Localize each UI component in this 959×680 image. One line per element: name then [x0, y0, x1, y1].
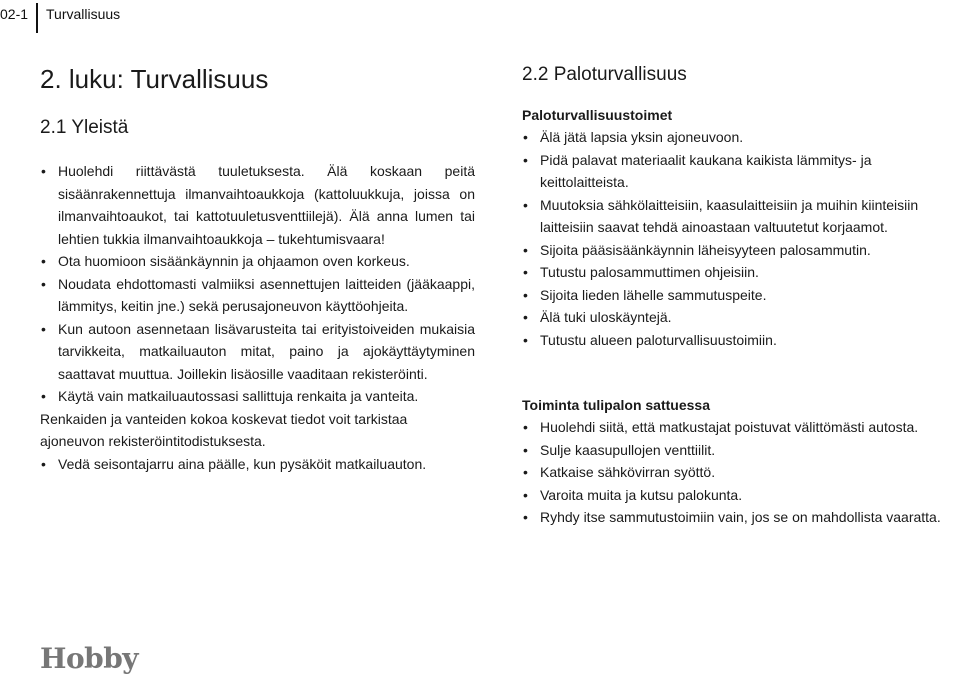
bullet-icon: •: [41, 455, 46, 472]
bullet-icon: •: [523, 509, 528, 525]
list-item: • Noudata ehdottomasti valmiiksi asennettujen laitteiden (jääkaappi, lämmitys, keitin jne.) sekä perusajoneuvon käyttöohjeita.: [40, 273, 475, 318]
right-column: [522, 62, 959, 529]
bullet-icon: •: [523, 241, 528, 258]
list-item: • Muutoksia sähkölaitteisiin, kaasulaitteisiin ja muihin kiinteisiin laitteisiin saavat tehdä ainoastaan valtuutetut korjaamot.: [522, 194, 959, 239]
fire-measures-heading: Paloturvallisuustoimet: [522, 107, 673, 123]
list-item: • Sulje kaasupullojen venttiilit.: [522, 439, 959, 462]
tire-info-paragraph: Renkaiden ja vanteiden kokoa koskevat tiedot voit tarkistaa ajoneuvon rekisteröintitodistuksesta.: [40, 410, 408, 449]
page-number: 02-1: [0, 6, 29, 22]
bullet-icon: •: [41, 388, 46, 404]
list-item: • Tutustu alueen paloturvallisuustoimiin.: [522, 329, 959, 352]
bullet-icon: •: [523, 309, 528, 325]
list-item: • Kun autoon asennetaan lisävarusteita tai erityistoiveiden mukaisia tarvikkeita, matkailuauton mitat, paino ja ajokäyttäytyminen saattavat muuttua. Joillekin lisäosille vaaditaan rekisteröinti.: [40, 318, 475, 386]
bullet-icon: •: [41, 275, 46, 292]
list-item: • Huolehdi riittävästä tuuletuksesta. Älä koskaan peitä sisäänrakennettuja ilmanvaihtoaukkoja (kattoluukkuja, joissa on ilmanvaihtoaukot, tai kattotuuletusventtiilejä). Älä anna lumen tai lehtien tukkia ilmanvaihtoaukkoja – tukehtumisvaara!: [40, 160, 475, 250]
header-divider: [36, 3, 38, 33]
page-header: [0, 0, 959, 30]
bullet-icon: •: [523, 151, 528, 168]
list-item: • Katkaise sähkövirran syöttö.: [522, 461, 959, 484]
bullet-icon: •: [523, 129, 528, 145]
bullet-icon: •: [523, 286, 528, 303]
list-item: • Käytä vain matkailuautossasi sallittuja renkaita ja vanteita.: [40, 385, 475, 408]
bullet-icon: •: [41, 253, 46, 269]
bullet-icon: •: [523, 196, 528, 213]
list-item: • Sijoita pääsisäänkäynnin läheisyyteen palosammutin.: [522, 239, 959, 262]
list-item: • Älä tuki uloskäyntejä.: [522, 306, 959, 329]
bullet-icon: •: [523, 331, 528, 348]
general-bullet-list: [40, 160, 475, 408]
list-item: • Ryhdy itse sammutustoimiin vain, jos se on mahdollista vaaratta.: [522, 506, 959, 529]
bullet-icon: •: [523, 464, 528, 480]
bullet-icon: •: [523, 419, 528, 435]
fire-actions-list: [522, 416, 959, 529]
list-item: • Älä jätä lapsia yksin ajoneuvoon.: [522, 126, 959, 149]
hobby-logo: Hobby: [40, 642, 139, 675]
chapter-title: 2. luku: Turvallisuus: [40, 64, 269, 94]
fire-actions-heading: Toiminta tulipalon sattuessa: [522, 397, 710, 413]
bullet-icon: •: [523, 264, 528, 280]
left-column: [40, 62, 475, 475]
section-title-fire-safety: 2.2 Paloturvallisuus: [522, 64, 687, 85]
bullet-icon: •: [523, 441, 528, 458]
bullet-icon: •: [41, 320, 46, 337]
bullet-icon: •: [523, 486, 528, 503]
list-item: • Sijoita lieden lähelle sammutuspeite.: [522, 284, 959, 307]
section-title-general: 2.1 Yleistä: [40, 117, 129, 138]
header-title: Turvallisuus: [46, 6, 121, 22]
list-item: • Vedä seisontajarru aina päälle, kun pysäköit matkailuauton.: [40, 453, 475, 476]
list-item: • Huolehdi siitä, että matkustajat poistuvat välittömästi autosta.: [522, 416, 959, 439]
list-item: • Tutustu palosammuttimen ohjeisiin.: [522, 261, 959, 284]
parking-bullet-list: [40, 453, 475, 476]
fire-measures-list: [522, 126, 959, 351]
list-item: • Ota huomioon sisäänkäynnin ja ohjaamon oven korkeus.: [40, 250, 475, 273]
list-item: • Pidä palavat materiaalit kaukana kaikista lämmitys- ja keittolaitteista.: [522, 149, 959, 194]
list-item: • Varoita muita ja kutsu palokunta.: [522, 484, 959, 507]
bullet-icon: •: [41, 163, 46, 179]
